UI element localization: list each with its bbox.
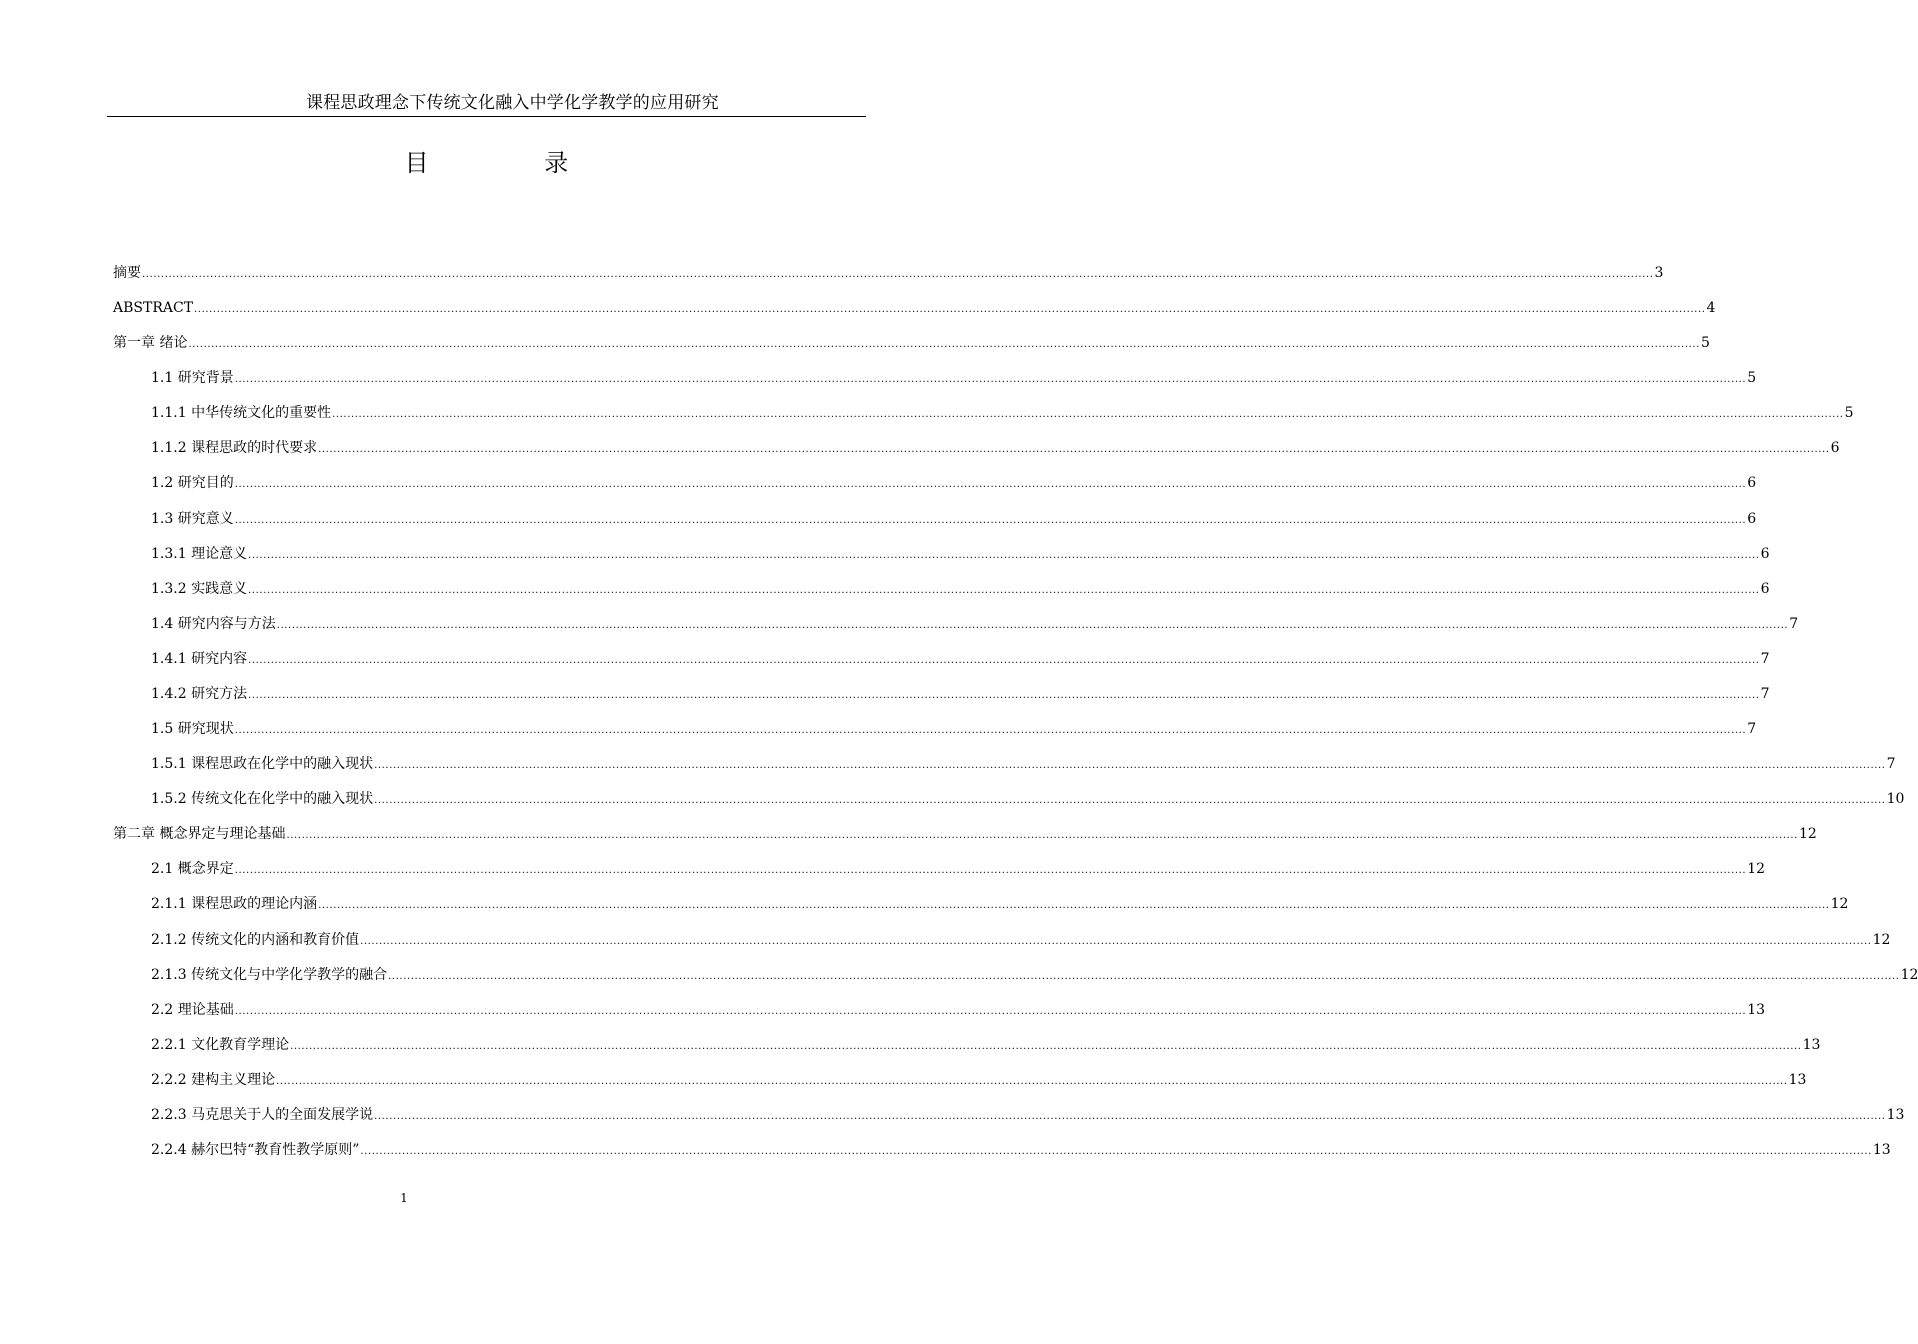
toc-dot-leader: ................................................................................................................................................................................................................................................................................................................................................................................................................ <box>332 409 1844 421</box>
toc-entry[interactable] <box>113 299 1716 317</box>
toc-dot-leader: ................................................................................................................................................................................................................................................................................................................................................................................................................ <box>234 374 1747 386</box>
toc-entry-page: 13 <box>1872 1142 1891 1158</box>
toc-entry-label: 2.1.1 课程思政的理论内涵 <box>151 896 318 913</box>
toc-entry-page: 7 <box>1760 685 1770 702</box>
toc-entry-label: 2.1 概念界定 <box>151 861 234 878</box>
toc-entry[interactable] <box>151 720 1757 738</box>
toc-dot-leader: ................................................................................................................................................................................................................................................................................................................................................................................................................ <box>360 935 1872 947</box>
toc-entry-page: 13 <box>1747 1001 1766 1018</box>
toc-entry[interactable] <box>151 369 1757 387</box>
toc-entry[interactable] <box>113 334 1710 352</box>
toc-entry-page: 5 <box>1700 335 1710 352</box>
toc-entry[interactable] <box>151 439 1840 457</box>
toc-entry-label: 2.1.3 传统文化与中学化学教学的融合 <box>151 966 388 983</box>
toc-entry[interactable] <box>151 685 1770 703</box>
toc-entry-label: 2.2.2 建构主义理论 <box>151 1071 276 1088</box>
toc-dot-leader: ................................................................................................................................................................................................................................................................................................................................................................................................................ <box>318 444 1830 456</box>
page-number: 1 <box>400 1191 408 1205</box>
toc-entry-label: 第一章 绪论 <box>113 335 188 352</box>
toc-entry-label: 1.4.1 研究内容 <box>151 650 248 667</box>
toc-entry-page: 12 <box>1872 931 1891 948</box>
toc-dot-leader: ................................................................................................................................................................................................................................................................................................................................................................................................................ <box>318 900 1830 912</box>
toc-dot-leader: ................................................................................................................................................................................................................................................................................................................................................................................................................ <box>248 689 1760 701</box>
toc-entry-page: 6 <box>1830 440 1840 457</box>
toc-entry-label: 1.5.1 课程思政在化学中的融入现状 <box>151 756 374 773</box>
toc-entry-page: 5 <box>1747 370 1757 387</box>
toc-entry[interactable] <box>151 650 1770 668</box>
toc-entry-label: 2.1.2 传统文化的内涵和教育价值 <box>151 931 360 948</box>
toc-entry-page: 3 <box>1654 265 1664 281</box>
toc-entry-label: 1.3 研究意义 <box>151 510 234 527</box>
toc-dot-leader: ................................................................................................................................................................................................................................................................................................................................................................................................................ <box>276 1075 1788 1087</box>
toc-dot-leader: ................................................................................................................................................................................................................................................................................................................................................................................................................ <box>374 795 1886 807</box>
toc-entry[interactable] <box>151 790 1905 808</box>
toc-entry-page: 7 <box>1760 650 1770 667</box>
toc-dot-leader: ................................................................................................................................................................................................................................................................................................................................................................................................................ <box>290 1040 1802 1052</box>
toc-dot-leader: ................................................................................................................................................................................................................................................................................................................................................................................................................ <box>234 479 1747 491</box>
toc-entry-label: 1.2 研究目的 <box>151 475 234 492</box>
toc-entry[interactable] <box>113 825 1817 843</box>
toc-dot-leader: ................................................................................................................................................................................................................................................................................................................................................................................................................ <box>234 865 1747 877</box>
toc-dot-leader: ................................................................................................................................................................................................................................................................................................................................................................................................................ <box>286 830 1798 842</box>
toc-entry[interactable] <box>151 1141 1891 1159</box>
toc-entry[interactable] <box>151 931 1891 949</box>
toc-entry[interactable] <box>151 1036 1821 1054</box>
toc-entry-label: 1.1 研究背景 <box>151 370 234 387</box>
toc-entry-label: 2.2 理论基础 <box>151 1001 234 1018</box>
toc-entry[interactable] <box>151 895 1849 913</box>
toc-entry-label: 2.2.1 文化教育学理论 <box>151 1036 290 1053</box>
toc-entry[interactable] <box>151 580 1770 598</box>
toc-dot-leader: ................................................................................................................................................................................................................................................................................................................................................................................................................ <box>360 1146 1872 1157</box>
toc-entry-label: 摘要 <box>113 265 141 281</box>
toc-entry-page: 7 <box>1886 756 1896 773</box>
toc-entry[interactable] <box>151 755 1896 773</box>
toc-entry-label: 1.5 研究现状 <box>151 721 234 738</box>
toc-dot-leader: ................................................................................................................................................................................................................................................................................................................................................................................................................ <box>248 584 1760 596</box>
toc-entry-label: 1.1.2 课程思政的时代要求 <box>151 440 318 457</box>
toc-entry-page: 12 <box>1830 896 1849 913</box>
toc-entry[interactable] <box>151 1001 1766 1019</box>
toc-entry[interactable] <box>151 404 1854 422</box>
toc-entry[interactable] <box>151 510 1757 528</box>
toc-entry-label: 2.2.3 马克思关于人的全面发展学说 <box>151 1106 374 1123</box>
toc-dot-leader: ................................................................................................................................................................................................................................................................................................................................................................................................................ <box>374 1110 1886 1122</box>
toc-entry-page: 6 <box>1760 545 1770 562</box>
toc-entry-label: 1.5.2 传统文化在化学中的融入现状 <box>151 791 374 808</box>
toc-dot-leader: ................................................................................................................................................................................................................................................................................................................................................................................................................ <box>248 654 1760 666</box>
toc-entry[interactable] <box>151 1106 1905 1124</box>
toc-entry-page: 13 <box>1788 1071 1807 1088</box>
toc-dot-leader: ................................................................................................................................................................................................................................................................................................................................................................................................................ <box>276 619 1789 631</box>
toc-dot-leader: ................................................................................................................................................................................................................................................................................................................................................................................................................ <box>188 339 1700 351</box>
toc-dot-leader: ................................................................................................................................................................................................................................................................................................................................................................................................................ <box>194 304 1706 316</box>
toc-entry-page: 13 <box>1886 1106 1905 1123</box>
toc-entry-page: 7 <box>1747 721 1757 738</box>
toc-entry-page: 13 <box>1802 1036 1821 1053</box>
toc-entry-page: 10 <box>1886 791 1905 808</box>
toc-entry-label: ABSTRACT <box>113 300 194 317</box>
toc-entry-page: 12 <box>1900 966 1918 983</box>
toc-entry-label: 1.1.1 中华传统文化的重要性 <box>151 405 332 422</box>
running-header-title: 课程思政理念下传统文化融入中学化学教学的应用研究 <box>306 93 719 113</box>
toc-entry-page: 6 <box>1747 510 1757 527</box>
toc-entry-page: 12 <box>1798 826 1817 843</box>
toc-entry-page: 5 <box>1844 405 1854 422</box>
toc-entry[interactable] <box>151 1071 1807 1089</box>
toc-dot-leader: ................................................................................................................................................................................................................................................................................................................................................................................................................ <box>248 549 1760 561</box>
toc-entry-label: 1.3.2 实践意义 <box>151 580 248 597</box>
toc-entry[interactable] <box>113 264 1664 282</box>
toc-entry-page: 6 <box>1760 580 1770 597</box>
toc-entry-label: 2.2.4 赫尔巴特“教育性教学原则” <box>151 1142 360 1158</box>
toc-entry-label: 1.4 研究内容与方法 <box>151 615 276 632</box>
toc-entry-page: 7 <box>1789 615 1799 632</box>
toc-dot-leader: ................................................................................................................................................................................................................................................................................................................................................................................................................ <box>234 514 1747 526</box>
toc-dot-leader: ................................................................................................................................................................................................................................................................................................................................................................................................................ <box>142 269 1654 280</box>
toc-entry[interactable] <box>151 615 1799 633</box>
toc-dot-leader: ................................................................................................................................................................................................................................................................................................................................................................................................................ <box>234 725 1747 737</box>
toc-entry[interactable] <box>151 545 1770 563</box>
toc-entry[interactable] <box>151 966 1918 984</box>
toc-entry-label: 1.4.2 研究方法 <box>151 685 248 702</box>
toc-entry-page: 4 <box>1706 300 1716 317</box>
toc-entry-page: 12 <box>1747 861 1766 878</box>
toc-entry-label: 1.3.1 理论意义 <box>151 545 248 562</box>
toc-entry[interactable] <box>151 474 1757 492</box>
toc-dot-leader: ................................................................................................................................................................................................................................................................................................................................................................................................................ <box>388 970 1900 982</box>
toc-entry-label: 第二章 概念界定与理论基础 <box>113 826 286 843</box>
toc-entry-page: 6 <box>1747 475 1757 492</box>
toc-dot-leader: ................................................................................................................................................................................................................................................................................................................................................................................................................ <box>374 760 1886 772</box>
toc-entry[interactable] <box>151 860 1766 878</box>
toc-dot-leader: ................................................................................................................................................................................................................................................................................................................................................................................................................ <box>234 1005 1747 1017</box>
toc-title: 目 录 <box>404 149 623 177</box>
